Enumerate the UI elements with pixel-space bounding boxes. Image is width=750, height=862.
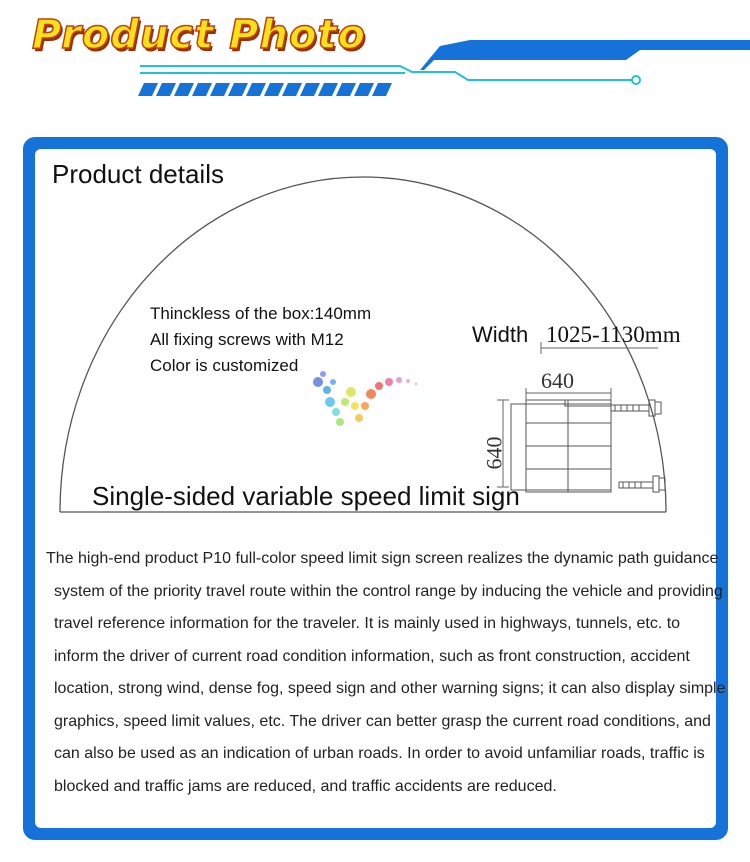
header-title: Product Photo — [32, 12, 367, 58]
product-description — [46, 543, 726, 803]
spec-line: Thinckless of the box:140mm — [150, 304, 372, 323]
header-cyan-dot — [632, 76, 640, 84]
description-text: The high-end product P10 full-color speed limit sign screen realizes the dynamic path guidance system of the priority travel route within the control range by inducing the vehicle and providing travel reference information for the traveler. It is mainly used in highways, tunnels, etc. to inform the driver of current road condition information, such as front construction, accident location, strong wind, dense fog, speed sign and other warning signs; it can also display simple graphics, speed limit values, etc. The driver can better grasp the current road conditions, and can also be used as an indication of urban roads. In order to avoid unfamiliar roads, traffic is blocked and traffic jams are reduced, and traffic accidents are reduced. — [46, 550, 726, 795]
header-banner — [0, 0, 750, 110]
dimension-top: 640 — [541, 368, 574, 393]
dimension-side: 640 — [481, 436, 507, 470]
header-hatch — [138, 83, 392, 96]
width-label: Width — [472, 322, 529, 347]
upper-bracket — [611, 405, 649, 411]
spec-line: Color is customized — [150, 356, 299, 375]
spec-line: All fixing screws with M12 — [150, 330, 344, 349]
details-title: Product details — [52, 159, 224, 189]
header-stripe-main — [420, 46, 750, 70]
width-value: 1025-1130mm — [546, 322, 681, 347]
lower-bracket — [619, 482, 653, 488]
header-stripe-top — [440, 40, 750, 46]
watermark-logo — [313, 371, 418, 426]
drawing-caption: Single-sided variable speed limit sign — [92, 481, 520, 511]
